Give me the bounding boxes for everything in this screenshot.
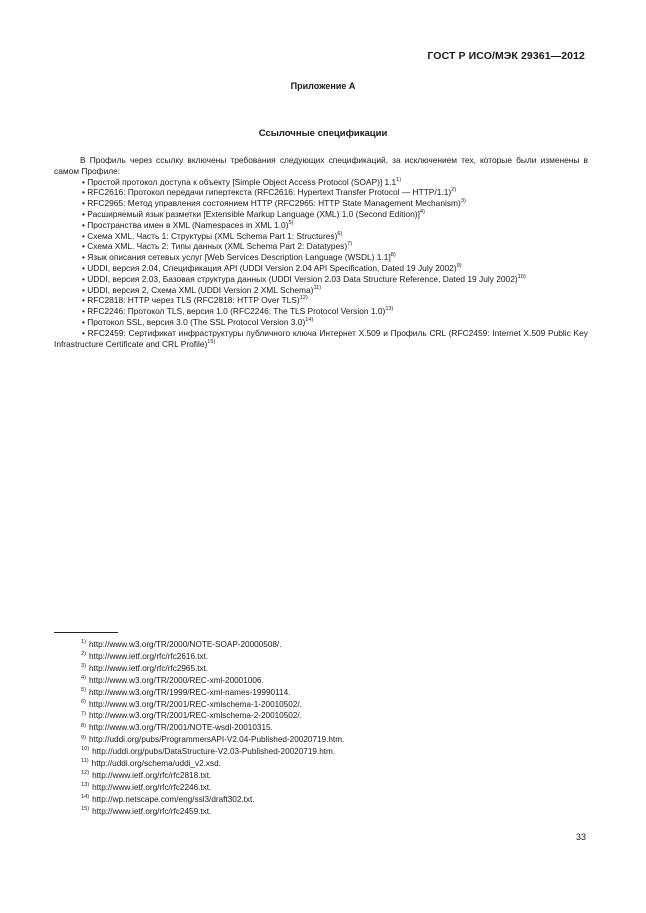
spec-text: • Простой протокол доступа к объекту [Simple Object Access Protocol (SOAP)] 1.1 — [82, 176, 397, 187]
footnote-url: http://uddi.org/pubs/ProgrammersAPI-V2.04-Published-20020719.htm. — [88, 735, 345, 745]
spec-item — [54, 231, 588, 242]
footnote-url: http://uddi.org/pubs/DataStructure-V2.03-Published-20020719.htm. — [92, 747, 336, 757]
spec-text: • RFC2459: Сертификат инфраструктуры публичного ключа Интернет X.509 и Профиль CRL (RFC2459: Internet X.509 Public Key Infrastructure Certificate and CRL Profile) — [54, 327, 588, 349]
footnote-mark: 6) — [81, 698, 86, 705]
footnote-ref: 7) — [347, 241, 353, 248]
footnote-url: http://www.ietf.org/rfc/rfc2616.txt. — [88, 651, 209, 661]
footnote-url: http://wp.netscape.com/eng/ssl3/draft302.txt. — [92, 794, 255, 804]
spec-text: • RFC2818: HTTP через TLS (RFC2818: HTTP Over TLS) — [82, 295, 300, 306]
footnote-url: http://uddi.org/schema/uddi_v2.xsd. — [91, 759, 221, 769]
spec-item — [54, 328, 588, 350]
footnote-ref: 9) — [456, 263, 462, 270]
footnote — [81, 675, 561, 687]
footnote-ref: 12) — [299, 295, 308, 302]
spec-item — [54, 285, 588, 296]
footnote-url: http://www.w3.org/TR/2000/REC-xml-20001006. — [88, 675, 264, 685]
footnote-ref: 13) — [385, 306, 394, 313]
spec-item — [54, 209, 588, 220]
footnote-ref: 15) — [207, 338, 216, 345]
footnote-mark: 8) — [81, 722, 86, 729]
footnote — [81, 651, 561, 663]
footnote — [81, 639, 561, 651]
spec-text: • Протокол SSL, версия 3.0 (The SSL Protocol Version 3.0) — [82, 316, 306, 327]
footnote-url: http://www.w3.org/TR/2001/NOTE-wsdl-20010315. — [88, 723, 273, 733]
footnote — [81, 806, 561, 818]
section-title: Ссылочные спецификации — [258, 128, 388, 139]
footnote-mark: 13) — [81, 782, 90, 789]
spec-item — [54, 295, 588, 306]
footnote-ref: 10) — [517, 273, 526, 280]
footnote — [81, 746, 561, 758]
spec-text: • RFC2965: Метод управления состоянием HTTP (RFC2965: HTTP State Management Mechanism) — [82, 198, 461, 209]
footnote-mark: 5) — [81, 686, 86, 693]
footnote-url: http://www.w3.org/TR/2001/REC-xmlschema-1-20010502/. — [88, 699, 302, 709]
spec-item — [54, 198, 588, 209]
footnote-mark: 12) — [81, 770, 90, 777]
footnote-ref: 2) — [451, 187, 457, 194]
footnote-ref: 4) — [419, 209, 425, 216]
footnote — [81, 770, 561, 782]
footnote-url: http://www.ietf.org/rfc/rfc2965.txt. — [88, 663, 209, 673]
spec-item — [54, 274, 588, 285]
footnote-url: http://www.ietf.org/rfc/rfc2246.txt. — [92, 782, 212, 792]
spec-text: • UDDI, версия 2.03, Базовая структура данных (UDDI Version 2.03 Data Structure Reference, Dated 19 July 2002) — [82, 273, 518, 284]
footnote-url: http://www.w3.org/TR/2001/REC-xmlschema-2-20010502/. — [88, 711, 302, 721]
spec-item — [54, 220, 588, 231]
spec-text: • RFC2246: Протокол TLS, версия 1.0 (RFC2246: The TLS Protocol Version 1.0) — [82, 306, 386, 317]
document-header: ГОСТ Р ИСО/МЭК 29361—2012 — [427, 50, 585, 62]
spec-text: • RFC2616: Протокол передачи гипертекста (RFC2616: Hypertext Transfer Protocol — HTTP/1.1) — [82, 187, 452, 198]
footnote-mark: 10) — [81, 746, 90, 753]
body-text — [54, 155, 588, 349]
footnote — [81, 758, 561, 770]
footnote — [81, 722, 561, 734]
footnote-ref: 1) — [396, 176, 402, 183]
footnote-mark: 14) — [81, 794, 90, 801]
footnote — [81, 699, 561, 711]
footnote-ref: 11) — [313, 284, 322, 291]
footnote-ref: 14) — [305, 317, 314, 324]
footnote — [81, 663, 561, 675]
footnote — [81, 794, 561, 806]
footnote-mark: 7) — [81, 710, 86, 717]
footnote-mark: 2) — [81, 651, 86, 658]
spec-text: • UDDI, версия 2.04, Спецификация API (UDDI Version 2.04 API Specification, Dated 19 July 2002) — [82, 262, 457, 273]
spec-item — [54, 306, 588, 317]
footnote-list — [81, 639, 561, 818]
spec-text: • Пространства имен в XML (Namespaces in XML 1.0) — [82, 219, 289, 230]
footnote-mark: 1) — [81, 639, 86, 646]
spec-item — [54, 263, 588, 274]
footnote — [81, 687, 561, 699]
footnote-url: http://www.w3.org/TR/1999/REC-xml-names-19990114. — [88, 687, 291, 697]
footnote-ref: 5) — [288, 219, 294, 226]
page-number: 33 — [575, 832, 586, 842]
annex-title: Приложение А — [290, 81, 356, 91]
spec-text: • UDDI, версия 2, Схема XML (UDDI Version 2 XML Schema) — [82, 284, 314, 295]
footnote-ref: 6) — [337, 230, 343, 237]
spec-text: • Схема XML. Часть 1: Структуры (XML Schema Part 1: Structures) — [82, 230, 338, 241]
footnote-mark: 4) — [81, 674, 86, 681]
spec-text: • Расширяемый язык разметки [Extensible Markup Language (XML) 1.0 (Second Edition)] — [82, 208, 420, 219]
footnote-ref: 3) — [460, 198, 466, 205]
footnote-mark: 11) — [81, 758, 89, 765]
footnote-mark: 15) — [81, 805, 90, 812]
spec-item — [54, 317, 588, 328]
footnote-url: http://www.ietf.org/rfc/rfc2459.txt. — [92, 806, 212, 816]
footnote — [81, 782, 561, 794]
footnote-url: http://www.ietf.org/rfc/rfc2818.txt. — [92, 770, 212, 780]
footnote-mark: 3) — [81, 663, 86, 670]
spec-text: • Язык описания сетевых услуг [Web Services Description Language (WSDL) 1.1] — [82, 252, 391, 263]
spec-item — [54, 241, 588, 252]
spec-item — [54, 252, 588, 263]
spec-list — [54, 177, 588, 350]
footnote-mark: 9) — [81, 734, 86, 741]
footnote — [81, 734, 561, 746]
intro-paragraph: В Профиль через ссылку включены требования следующих спецификаций, за исключением тех, которые были изменены в самом Профиле: — [54, 155, 588, 176]
footnote-ref: 8) — [390, 252, 396, 259]
spec-text: • Схема XML. Часть 2: Типы данных (XML Schema Part 2: Datatypes) — [82, 241, 348, 252]
footnote — [81, 710, 561, 722]
spec-item — [54, 177, 588, 188]
footnote-url: http://www.w3.org/TR/2000/NOTE-SOAP-20000508/. — [88, 640, 282, 649]
spec-item — [54, 187, 588, 198]
footnote-divider — [54, 632, 118, 633]
